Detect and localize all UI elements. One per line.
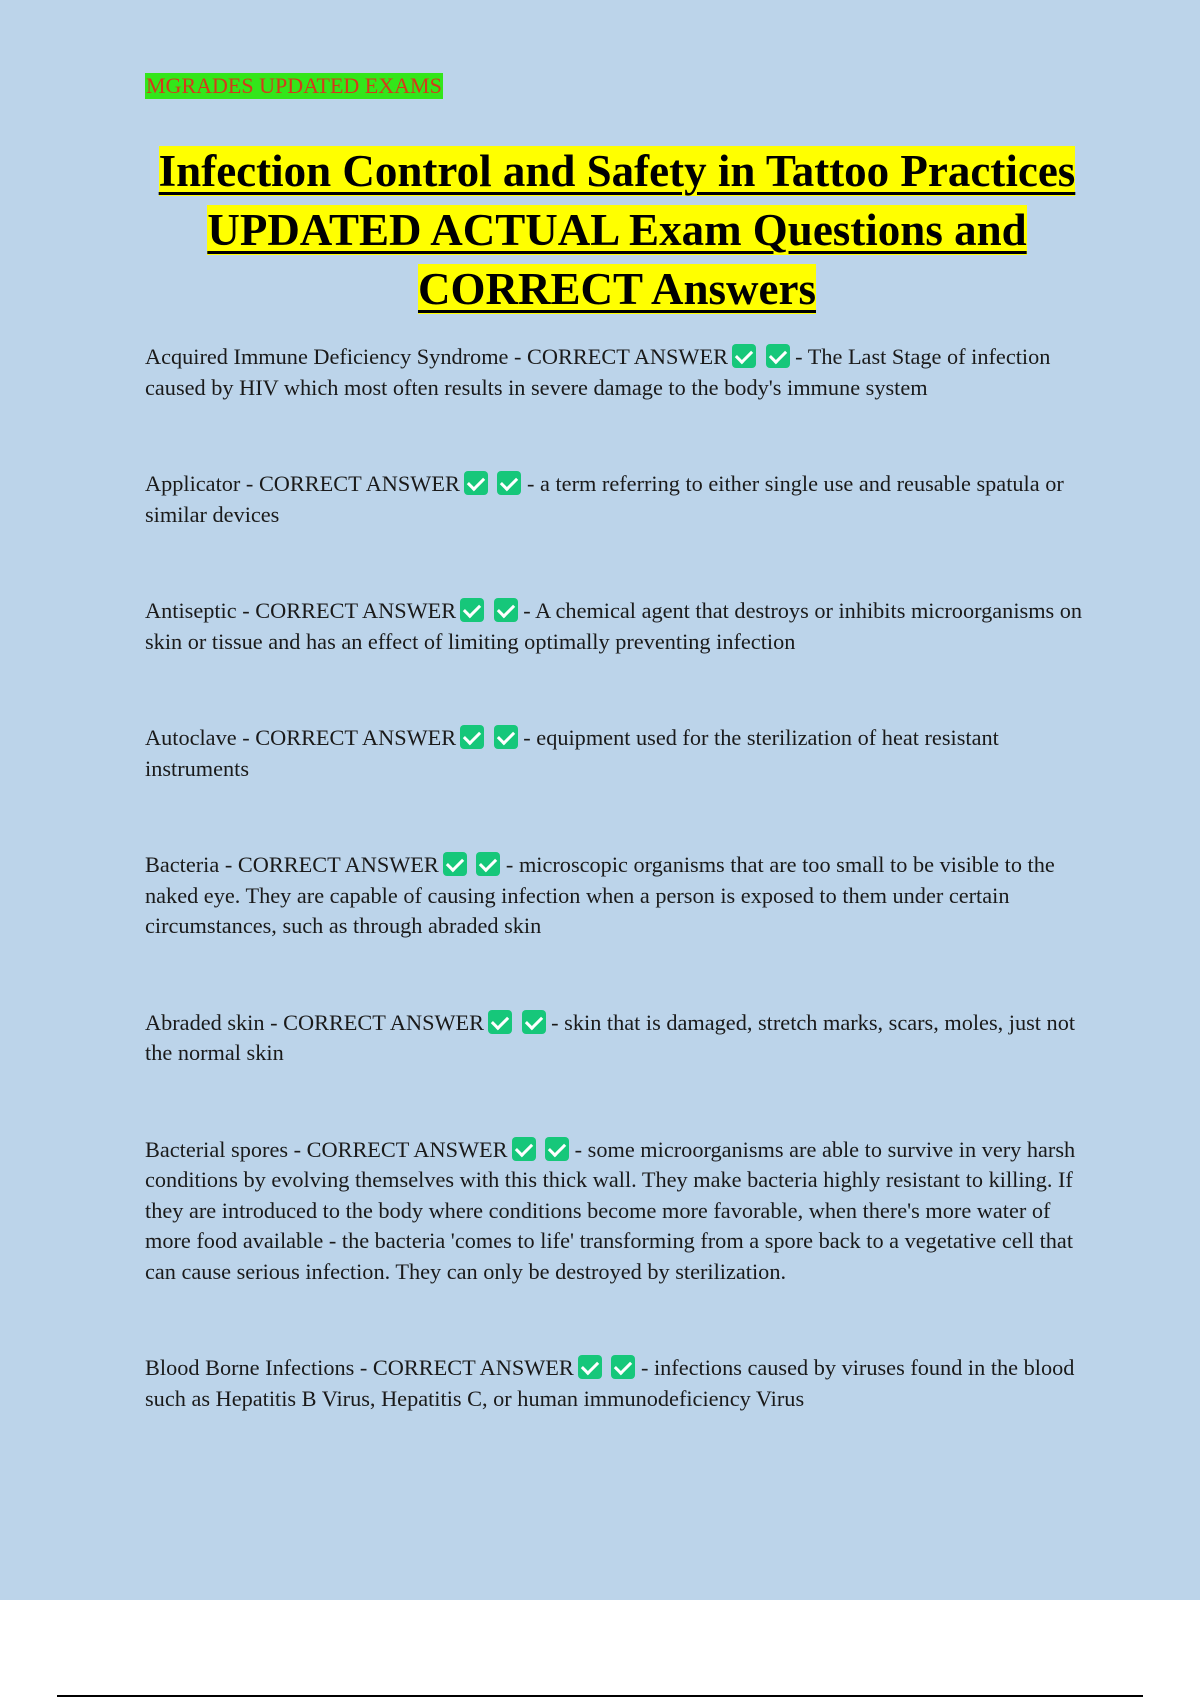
list-item: Bacteria - CORRECT ANSWER - microscopic organisms that are too small to be visible to the naked eye. They are capable of causing infection when a person is exposed to them under certain circumstances, such as through abraded skin bbox=[145, 852, 1055, 938]
entry-definition: skin that is damaged, stretch marks, scars, moles, just not the normal skin bbox=[145, 1009, 1076, 1065]
check-mark-icon bbox=[460, 598, 484, 622]
entry-definition: microscopic organisms that are too small to be visible to the naked eye. They are capable of causing infection when a person is exposed to them under certain circumstances, such as through abraded skin bbox=[145, 852, 1055, 938]
entry-term: Bacterial spores bbox=[145, 1136, 289, 1162]
check-mark-icon bbox=[443, 852, 467, 876]
entry-term: Bacteria bbox=[145, 852, 220, 877]
document-title bbox=[150, 142, 1084, 319]
check-mark-icon bbox=[545, 1137, 569, 1161]
entry-term: Antiseptic bbox=[145, 598, 237, 623]
answer-marker: CORRECT ANSWER bbox=[258, 471, 460, 496]
answer-marker: CORRECT ANSWER bbox=[255, 598, 457, 623]
check-mark-icon bbox=[488, 1010, 512, 1034]
list-item: Antiseptic - CORRECT ANSWER - A chemical agent that destroys or inhibits microorganisms on skin or tissue and has an effect of limiting optimally preventing infection bbox=[145, 598, 1083, 654]
answer-marker: CORRECT ANSWER bbox=[372, 1355, 574, 1380]
entry-term: Abraded skin bbox=[145, 1009, 265, 1035]
check-mark-icon bbox=[732, 344, 756, 368]
entry-definition: some microorganisms are able to survive in very harsh conditions by evolving themselves with this thick wall. They make bacteria highly resistant to killing. If they are introduced to the body where conditions become more favorable, when there's more water of more food available - the bacteria 'comes to life' transforming from a spore back to a vegetative cell that can cause serious infection. They can only be destroyed by sterilization. bbox=[145, 1136, 1076, 1284]
check-mark-icon bbox=[494, 725, 518, 749]
check-mark-icon bbox=[512, 1137, 536, 1161]
answer-marker: CORRECT ANSWER bbox=[527, 344, 728, 369]
entry-definition: a term referring to either single use and reusable spatula or similar devices bbox=[145, 471, 1064, 527]
check-mark-icon bbox=[522, 1010, 546, 1034]
list-item: Autoclave - CORRECT ANSWER - equipment used for the sterilization of heat resistant instruments bbox=[145, 725, 999, 781]
answer-marker: CORRECT ANSWER bbox=[306, 1136, 508, 1162]
list-item: Applicator - CORRECT ANSWER - a term referring to either single use and reusable spatula or similar devices bbox=[145, 471, 1064, 527]
check-mark-icon bbox=[578, 1355, 602, 1379]
entry-definition: infections caused by viruses found in the blood such as Hepatitis B Virus, Hepatitis C, or human immunodeficiency Virus bbox=[145, 1355, 1075, 1411]
title-text: Infection Control and Safety in Tattoo Practices UPDATED ACTUAL Exam Questions and CORRECT Answers bbox=[158, 146, 1076, 314]
answer-marker: CORRECT ANSWER bbox=[255, 725, 457, 750]
check-mark-icon bbox=[476, 852, 500, 876]
check-mark-icon bbox=[494, 598, 518, 622]
check-mark-icon bbox=[497, 471, 521, 495]
check-mark-icon bbox=[464, 471, 488, 495]
answer-marker: CORRECT ANSWER bbox=[283, 1009, 485, 1035]
list-item: Acquired Immune Deficiency Syndrome - CORRECT ANSWER - The Last Stage of infection caused by HIV which most often results in severe damage to the body's immune system bbox=[145, 344, 1051, 400]
entry-term: Acquired Immune Deficiency Syndrome bbox=[145, 344, 509, 369]
entry-definition: A chemical agent that destroys or inhibits microorganisms on skin or tissue and has an effect of limiting optimally preventing infection bbox=[145, 598, 1083, 654]
list-item: Bacterial spores - CORRECT ANSWER - some microorganisms are able to survive in very harsh conditions by evolving themselves with this thick wall. They make bacteria highly resistant to killing. If they are introduced to the body where conditions become more favorable, when there's more water of more food available - the bacteria 'comes to life' transforming from a spore back to a vegetative cell that can cause serious infection. They can only be destroyed by sterilization. bbox=[145, 1136, 1076, 1284]
entry-term: Applicator bbox=[145, 471, 241, 496]
list-item: Abraded skin - CORRECT ANSWER - skin that is damaged, stretch marks, scars, moles, just not the normal skin bbox=[145, 1009, 1076, 1065]
check-mark-icon bbox=[460, 725, 484, 749]
header-tag: MGRADES UPDATED EXAMS bbox=[146, 73, 442, 98]
footer-divider bbox=[57, 1695, 1143, 1697]
check-mark-icon bbox=[611, 1355, 635, 1379]
entry-term: Blood Borne Infections bbox=[145, 1355, 355, 1380]
entry-definition: The Last Stage of infection caused by HIV which most often results in severe damage to the body's immune system bbox=[145, 344, 1051, 400]
answer-marker: CORRECT ANSWER bbox=[237, 852, 439, 877]
entry-term: Autoclave bbox=[145, 725, 237, 750]
entry-definition: equipment used for the sterilization of heat resistant instruments bbox=[145, 725, 999, 781]
entry-list bbox=[145, 342, 1090, 1414]
list-item: Blood Borne Infections - CORRECT ANSWER - infections caused by viruses found in the blood such as Hepatitis B Virus, Hepatitis C, or human immunodeficiency Virus bbox=[145, 1355, 1075, 1411]
check-mark-icon bbox=[766, 344, 790, 368]
